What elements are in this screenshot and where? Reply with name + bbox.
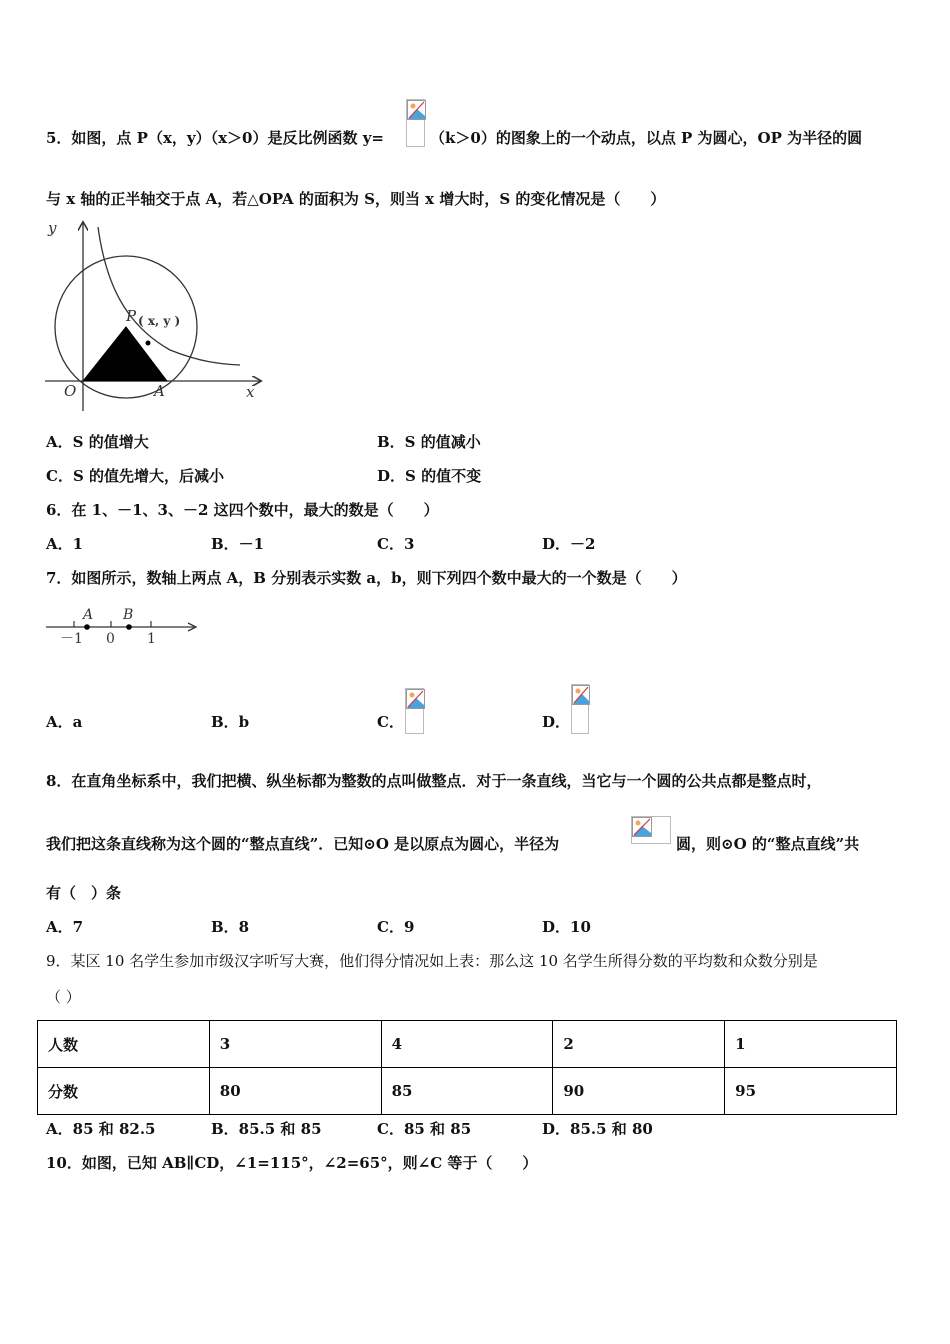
table-row: [38, 1068, 897, 1115]
table-row: [38, 1021, 897, 1068]
table-cell: 分数: [38, 1068, 210, 1115]
tick-label-neg1: －1: [60, 631, 83, 647]
table-cell: 80: [209, 1068, 381, 1115]
q8-option-b: B．8: [211, 918, 250, 936]
q7-stem: 7．如图所示，数轴上两点 A，B 分别表示实数 a，b，则下列四个数中最大的一个数是（ ）: [46, 569, 687, 587]
table-cell: 90: [553, 1068, 725, 1115]
table-cell: 1: [725, 1021, 897, 1068]
q8-option-a: A．7: [46, 918, 84, 936]
label-a: A: [154, 382, 165, 400]
q8-stem-line3: 有（ ）条: [46, 884, 122, 902]
option-d-image-placeholder: [571, 684, 589, 734]
q7-option-a: A．a: [46, 713, 83, 731]
point-marker: [146, 341, 151, 346]
triangle-opa: [83, 327, 167, 381]
q5-option-a: A．S 的值增大: [46, 433, 149, 451]
label-o: O: [64, 382, 77, 400]
table-cell: 2: [553, 1021, 725, 1068]
q5-option-c: C．S 的值先增大，后减小: [46, 467, 224, 485]
q7-option-b: B．b: [211, 713, 250, 731]
q9-stem-line2: （ ）: [46, 988, 81, 1006]
q5-option-b: B．S 的值减小: [377, 433, 481, 451]
q6-option-c: C．3: [377, 535, 415, 553]
q6-option-d: D．－2: [542, 535, 596, 553]
point-b-marker: [126, 624, 132, 630]
table-cell: 95: [725, 1068, 897, 1115]
label-b: B: [123, 607, 134, 623]
label-pxy: ( x, y ): [138, 314, 181, 328]
label-y: y: [48, 219, 57, 237]
q7-option-d: D．: [542, 713, 571, 731]
q8-option-d: D．10: [542, 918, 591, 936]
q5-option-d: D．S 的值不变: [377, 467, 482, 485]
table-cell: 4: [381, 1021, 553, 1068]
tick-label-0: 0: [106, 631, 115, 647]
q6-option-a: A．1: [46, 535, 84, 553]
q9-option-b: B．85.5 和 85: [211, 1120, 322, 1138]
table-cell: 85: [381, 1068, 553, 1115]
score-table: [37, 1020, 897, 1115]
q6-stem: 6．在 1、－1、3、－2 这四个数中，最大的数是（ ）: [46, 501, 439, 519]
label-x: x: [246, 383, 255, 401]
option-c-image-placeholder: [405, 688, 424, 734]
q7-option-c: C．: [377, 713, 404, 731]
q8-option-c: C．9: [377, 918, 415, 936]
q5-stem-line2: 与 x 轴的正半轴交于点 A，若△OPA 的面积为 S，则当 x 增大时，S 的变化情况是（ ）: [46, 190, 666, 208]
radius-image-placeholder: [631, 816, 671, 844]
q5-hyperbola-circle-figure: [40, 215, 270, 415]
q5-stem-line1-post: （k＞0）的图象上的一个动点，以点 P 为圆心，OP 为半径的圆: [430, 129, 863, 147]
table-cell: 3: [209, 1021, 381, 1068]
q9-option-a: A．85 和 82.5: [46, 1120, 156, 1138]
q5-stem-line1-pre: 5．如图，点 P（x，y）（x＞0）是反比例函数 y=: [46, 129, 384, 147]
q9-stem-line1: 9．某区 10 名学生参加市级汉字听写大赛，他们得分情况如上表：那么这 10 名学生所得分数的平均数和众数分别是: [46, 952, 818, 970]
q8-stem-line2-pre: 我们把这条直线称为这个圆的“整点直线”．已知⊙O 是以原点为圆心，半径为: [46, 835, 560, 853]
point-a-marker: [84, 624, 90, 630]
table-cell: 人数: [38, 1021, 210, 1068]
fraction-image-placeholder: [406, 99, 425, 147]
q9-option-d: D．85.5 和 80: [542, 1120, 653, 1138]
q6-option-b: B．－1: [211, 535, 265, 553]
q8-stem-line2-post: 圆，则⊙O 的“整点直线”共: [676, 835, 860, 853]
label-a: A: [83, 607, 94, 623]
tick-label-1: 1: [147, 631, 156, 647]
q7-number-line-figure: [44, 605, 204, 647]
q8-stem-line1: 8．在直角坐标系中，我们把横、纵坐标都为整数的点叫做整点．对于一条直线，当它与一个圆的公共点都是整点时，: [46, 772, 822, 790]
q10-stem: 10．如图，已知 AB∥CD，∠1=115°，∠2=65°，则∠C 等于（ ）: [46, 1154, 538, 1172]
q9-option-c: C．85 和 85: [377, 1120, 472, 1138]
label-p: P: [126, 307, 137, 325]
